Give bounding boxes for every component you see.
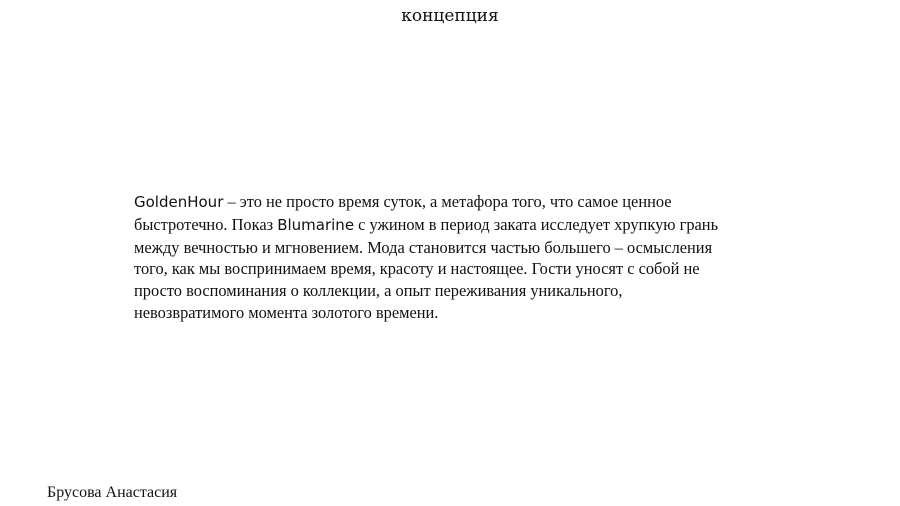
brand-goldenhour: GoldenHour <box>134 193 224 211</box>
brand-blumarine: Blumarine <box>277 215 355 234</box>
concept-paragraph <box>134 191 734 324</box>
paragraph-text-part-2: с ужином в период заката исследует хрупкую грань между вечностью и мгновением. Мода становится частью большего – осмысления того, как мы воспринимаем время, красоту и настоящее. Гости уносят с собой не просто воспоминания о коллекции, а опыт переживания уникального, невозвратимого момента золотого времени. <box>134 214 719 322</box>
author-name: Брусова Анастасия <box>47 484 178 501</box>
paragraph-text-part-1: – это не просто время суток, а метафора того, что самое ценное быстротечно. Показ <box>134 192 672 234</box>
page-title: концепция <box>401 6 499 26</box>
